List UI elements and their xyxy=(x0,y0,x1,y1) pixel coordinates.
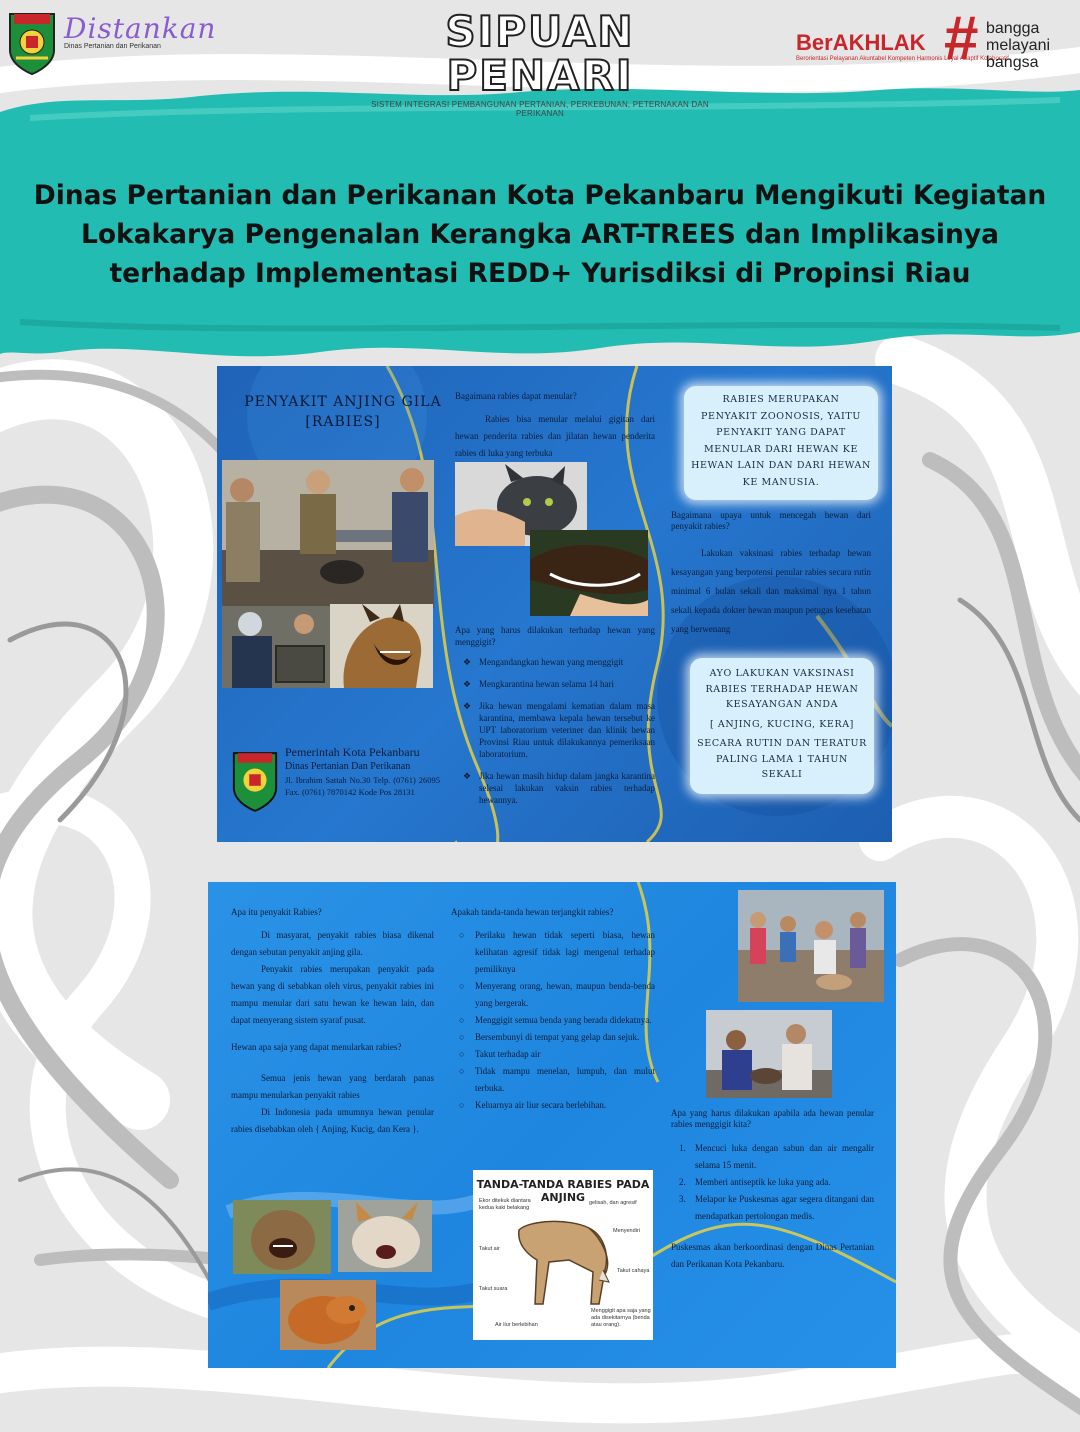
apa-question: Apa itu penyakit Rabies? xyxy=(231,907,322,917)
gigit-section xyxy=(671,1108,874,1273)
list-item: ❖ Mengandangkan hewan yang menggigit xyxy=(463,657,624,667)
list-item: 3. Melapor ke Puskesmas agar segera ditangani dan mendapatkan pertolongan medis. xyxy=(671,1191,874,1225)
monkey-photo xyxy=(233,1200,331,1274)
list-item: 1. Mencuci luka dengan sabun dan air mengalir selama 15 menit. xyxy=(671,1140,874,1174)
tindakan-section xyxy=(455,624,655,806)
contact-line-2: Dinas Pertanian Dan Perikanan xyxy=(285,761,411,772)
sipuan-penari-logo xyxy=(350,7,730,118)
zoonosis-box xyxy=(684,386,878,500)
diagram-label-takut-cahaya: Takut cahaya xyxy=(617,1268,650,1274)
diagram-label-menyendiri: Menyendiri xyxy=(613,1228,640,1234)
hewan-question: Hewan apa saja yang dapat menularkan rabies? xyxy=(231,1042,402,1052)
zoonosis-line-4: MENULAR DARI HEWAN KE xyxy=(703,443,859,455)
vaksin-line-4: [ ANJING, KUCING, KERA] xyxy=(709,718,854,730)
vaksin-line-2: RABIES TERHADAP HEWAN xyxy=(705,683,859,695)
list-item: ○ Menyerang orang, hewan, maupun benda-benda yang bergerak. xyxy=(451,978,655,1012)
vaksin-line-5: SECARA RUTIN DAN TERATUR xyxy=(697,738,867,749)
zoonosis-line-5: HEWAN LAIN DAN DARI HEWAN xyxy=(691,460,871,471)
contact-line-3: Jl. Ibrahim Sattah No.30 Telp. (0761) 26095 Fax. (0761) 7870142 Kode Pos 28131 xyxy=(285,775,440,797)
number-1-icon: 1. xyxy=(679,1143,686,1153)
apa-answer-2: Penyakit rabies merupakan penyakit pada hewan yang di sebabkan oleh virus, penyakit rabies ini mampu menular dari satu hewan ke hewan lain, dan dapat menyerang sistem syaraf pusat. xyxy=(231,964,434,1025)
sipuan-tagline: SISTEM INTEGRASI PEMBANGUNAN PERTANIAN, PERKEBUNAN, PETERNAKAN DAN PERIKANAN xyxy=(371,100,709,118)
vaksin-box xyxy=(690,658,874,794)
heading-line-1: PENYAKIT ANJING GILA xyxy=(244,394,442,410)
title-line-1: Dinas Pertanian dan Perikanan Kota Pekanbaru Mengikuti Kegiatan xyxy=(33,180,1047,211)
gigit-list xyxy=(671,1140,874,1225)
zoonosis-line-1: RABIES MERUPAKAN xyxy=(722,394,840,405)
diagram-label-takut-suara: Takut suara xyxy=(479,1286,508,1292)
list-item: ○ Menggigit semua benda yang berada didekatnya. xyxy=(451,1012,655,1029)
diagram-label-menggigit: Menggigit apa saja yang ada disekitarnya (benda atau orang). xyxy=(591,1308,651,1328)
cat-cage-photo xyxy=(222,606,332,688)
heading-line-2: [RABIES] xyxy=(305,414,381,430)
list-item: 2. Memberi antiseptik ke luka yang ada. xyxy=(671,1174,874,1191)
vaccination-photo xyxy=(222,460,434,608)
circle-bullet-icon: ○ xyxy=(459,1100,465,1110)
tanda-question: Apakah tanda-tanda hewan terjangkit rabies? xyxy=(451,907,614,917)
bangga-word-3: bangsa xyxy=(986,54,1039,71)
menular-answer: Rabies bisa menular melalui gigitan dari hewan penderita rabies dan jilatan hewan penderita rabies di luka yang terbuka xyxy=(455,414,655,458)
cegah-section xyxy=(671,510,871,639)
contact-line-1: Pemerintah Kota Pekanbaru xyxy=(285,745,420,759)
distankan-subtitle: Dinas Pertanian dan Perikanan xyxy=(64,43,161,50)
zoonosis-line-3: PENYAKIT YANG DAPAT xyxy=(716,427,846,438)
circle-bullet-icon: ○ xyxy=(459,1066,465,1076)
angry-cat-photo xyxy=(338,1200,432,1272)
bangga-word-1: bangga xyxy=(986,20,1040,37)
diamond-bullet-icon: ❖ xyxy=(463,701,472,711)
circle-bullet-icon: ○ xyxy=(459,1049,465,1059)
list-item: ❖ Mengkarantina hewan selama 14 hari xyxy=(463,679,614,689)
zoonosis-line-6: KE MANUSIA. xyxy=(742,476,820,488)
vaksin-line-7: SEKALI xyxy=(761,769,803,780)
apa-answer-1: Di masyarat, penyakit rabies biasa dikenal dengan sebutan penyakit anjing gila. xyxy=(231,930,434,957)
diagram-label-air-liur: Air liur berlebihan xyxy=(495,1322,538,1328)
distankan-script: Distankan xyxy=(64,12,217,45)
tanda-section xyxy=(451,904,655,1114)
sick-dog-photo xyxy=(280,1280,376,1350)
list-item: ○ Keluarnya air liur secara berlebihan. xyxy=(451,1097,655,1114)
list-item: ❖ Jika hewan mengalami kematian dalam masa karantina, membawa kepala hewan tersebut ke UPT laboratorium veteriner dan klinik hewan Provinsi Riau untuk dilakukannya pemeriksaan laboratorium. xyxy=(463,701,655,759)
menular-section xyxy=(455,388,655,462)
berakhlak-subtitle: Berorientasi Pelayanan Akuntabel Kompeten Harmonis Loyal Adaptif Kolaboratif xyxy=(796,56,1009,62)
distankan-logo xyxy=(64,12,216,50)
penutup-text: Puskesmas akan berkoordinasi dengan Dinas Pertanian dan Perikanan Kota Pekanbaru. xyxy=(671,1242,874,1269)
menular-question: Bagaimana rabies dapat menular? xyxy=(455,391,577,401)
diagram-label-ekor: Ekor ditekuk diantara kedua kaki belakang xyxy=(479,1198,531,1211)
diagram-title: TANDA-TANDA RABIES PADA ANJING xyxy=(476,1178,650,1204)
pekanbaru-emblem-small-icon xyxy=(230,748,280,814)
berakhlak-text: BerAKHLAK xyxy=(796,30,926,55)
bangga-word-2: melayani xyxy=(986,37,1051,54)
tanda-list xyxy=(451,927,655,1114)
list-item: ○ Perilaku hewan tidak seperti biasa, hewan kelihatan agresif tidak lagi mengenal terhadap pemiliknya xyxy=(451,927,655,978)
cegah-question: Bagaimana upaya untuk mencegah hewan dari penyakit rabies? xyxy=(671,510,871,531)
brochure1-heading xyxy=(243,392,443,432)
tindakan-question: Apa yang harus dilakukan terhadap hewan yang menggigit? xyxy=(455,625,655,647)
rabies-dog-diagram xyxy=(473,1170,653,1340)
diamond-bullet-icon: ❖ xyxy=(463,657,472,667)
number-3-icon: 3. xyxy=(679,1194,686,1204)
list-item: ○ Tidak mampu menelan, lumpuh, dan mulut terbuka. xyxy=(451,1063,655,1097)
circle-bullet-icon: ○ xyxy=(459,930,465,940)
circle-bullet-icon: ○ xyxy=(459,1015,465,1025)
list-item: ❖ Jika hewan masih hidup dalam jangka karantina selesai lakukan vaksin rabies terhadap hewannya. xyxy=(463,771,655,805)
title-line-2: Lokakarya Pengenalan Kerangka ART-TREES dan Implikasinya xyxy=(80,219,1000,250)
vet-injection-photo xyxy=(706,1010,832,1098)
vaksin-line-1: AYO LAKUKAN VAKSINASI xyxy=(709,668,855,679)
bangga-melayani-bangsa xyxy=(986,20,1050,71)
cegah-answer: Lakukan vaksinasi rabies terhadap hewan kesayangan yang berpotensi penular rabies secara rutin minimal 6 bulan sekali dan maksimal nya 1 tahun sekali kepada dokter hewan maupun petugas kesehatan yang berwenang xyxy=(671,548,871,634)
sipuan-name: SIPUAN PENARI xyxy=(445,7,635,100)
list-item: ○ Bersembunyi di tempat yang gelap dan sejuk. xyxy=(451,1029,655,1046)
diamond-bullet-icon: ❖ xyxy=(463,679,472,689)
contact-block xyxy=(285,745,440,798)
gigit-question: Apa yang harus dilakukan apabila ada hewan penular rabies menggigit kita? xyxy=(671,1108,874,1129)
page-title xyxy=(10,176,1070,293)
angry-dog-photo xyxy=(330,604,433,688)
zoonosis-line-2: PENYAKIT ZOONOSIS, YAITU xyxy=(701,410,861,422)
circle-bullet-icon: ○ xyxy=(459,981,465,991)
hewan-answer-2: Di Indonesia pada umumnya hewan penular rabies disebabkan oleh { Anjing, Kucig, dan Kera }. xyxy=(231,1107,434,1134)
list-item: ○ Takut terhadap air xyxy=(451,1046,655,1063)
title-line-3: terhadap Implementasi REDD+ Yurisdiksi di Propinsi Riau xyxy=(109,258,971,289)
apa-rabies-section xyxy=(231,904,434,1138)
community-vaccination-photo xyxy=(738,890,884,1002)
dog-illustration-icon xyxy=(509,1200,621,1310)
pekanbaru-emblem-icon xyxy=(6,10,58,76)
hewan-answer-1: Semua jenis hewan yang berdarah panas mampu menularkan penyakit rabies xyxy=(231,1073,434,1100)
number-2-icon: 2. xyxy=(679,1177,686,1187)
circle-bullet-icon: ○ xyxy=(459,1032,465,1042)
vaksin-line-6: PALING LAMA 1 TAHUN xyxy=(716,753,848,765)
diagram-label-takut-air: Takut air xyxy=(479,1246,500,1252)
diagram-label-gelisah: gelisah, dan agresif xyxy=(589,1200,637,1206)
dog-bite-photo xyxy=(530,530,648,616)
tindakan-list xyxy=(455,656,655,806)
diamond-bullet-icon: ❖ xyxy=(463,771,472,781)
vaksin-line-3: KESAYANGAN ANDA xyxy=(725,699,839,710)
hashtag-icon: # xyxy=(944,4,979,73)
